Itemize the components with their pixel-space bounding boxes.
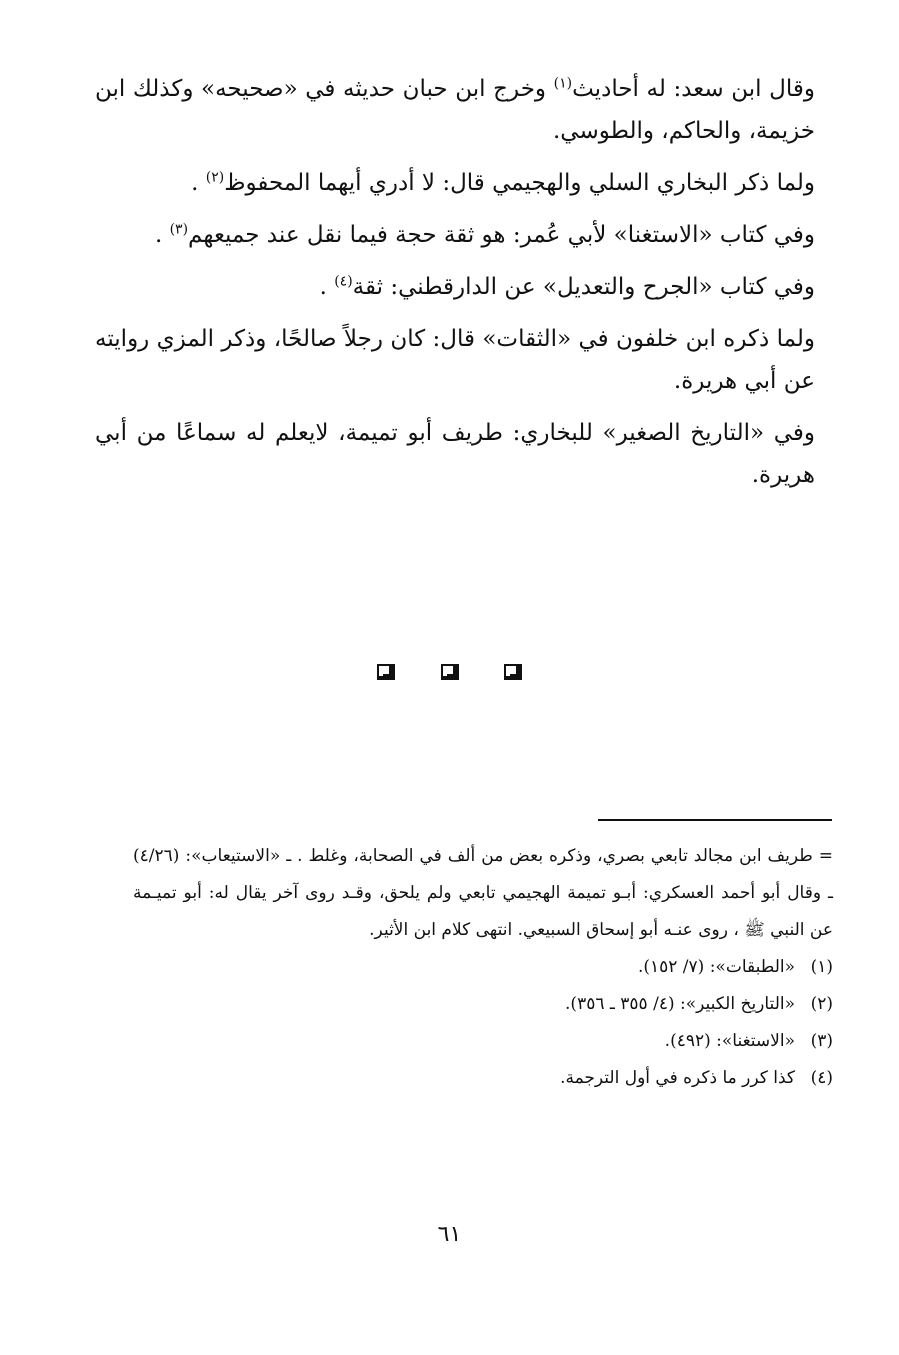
- paragraph-5: [95, 318, 815, 402]
- section-separator: [0, 664, 899, 684]
- paragraph-2-after: .: [191, 170, 206, 196]
- footnote-ref-3: (٣): [169, 221, 189, 238]
- footnote-divider: [598, 819, 832, 821]
- paragraph-3: [95, 214, 815, 256]
- footnotes: [133, 838, 833, 1097]
- footnote-ref-2: (٢): [205, 169, 225, 186]
- page-number: ٦١: [437, 1222, 462, 1247]
- footnote-text: «الطبقات»: (٧/ ١٥٢).: [637, 957, 795, 977]
- paragraph-4-text: وفي كتاب «الجرح والتعديل» عن الدارقطني: ثقة: [352, 274, 815, 300]
- footnote-number: (٤): [810, 1068, 833, 1088]
- footnote-ref-1: (١): [553, 75, 573, 92]
- paragraph-1-text: وقال ابن سعد: له أحاديث: [572, 76, 815, 102]
- footnote-item-3: [133, 1023, 833, 1060]
- paragraph-3-text: وفي كتاب «الاستغنا» لأبي عُمر: هو ثقة حجة فيما نقل عند جميعهم: [188, 222, 815, 248]
- footnote-item-1: [133, 949, 833, 986]
- footnote-item-2: [133, 986, 833, 1023]
- box-ornament-icon: [377, 664, 395, 680]
- paragraph-3-after: .: [154, 222, 170, 248]
- paragraph-6: [95, 412, 815, 496]
- footnote-text: «الاستغنا»: (٤٩٢).: [664, 1031, 795, 1051]
- paragraph-1: [95, 68, 815, 152]
- paragraph-5-text: ولما ذكره ابن خلفون في «الثقات» قال: كان رجلاً صالحًا، وذكر المزي روايته عن أبي هريرة.: [95, 326, 815, 394]
- footnote-ref-4: (٤): [334, 273, 353, 290]
- paragraph-1-after: وخرج ابن حبان حديثه في «صحيحه» وكذلك ابن خزيمة، والحاكم، والطوسي.: [95, 76, 815, 144]
- paragraph-2-text: ولما ذكر البخاري السلي والهجيمي قال: لا أدري أيهما المحفوظ: [224, 170, 815, 196]
- footnote-text: كذا كرر ما ذكره في أول الترجمة.: [560, 1068, 795, 1088]
- footnote-continuation: = طريف ابن مجالد تابعي بصري، وذكره بعض من ألف في الصحابة، وغلط . ـ «الاستيعاب»: (٤/٢٦) ـ وقال أبو أحمد العسكري: أبـو تميمة الهجيمي تابعي ولم يلحق، وقـد روى آخر يقال له: أبو تميـمة عن النبي ﷺ ، روى عنـه أبو إسحاق السبيعي. انتهى كلام ابن الأثير.: [133, 846, 833, 940]
- footnote-number: (٣): [810, 1031, 833, 1051]
- box-ornament-icon: [441, 664, 459, 680]
- footnote-number: (١): [810, 957, 833, 977]
- paragraph-2: [95, 162, 815, 204]
- box-ornament-icon: [504, 664, 522, 680]
- footnote-text: «التاريخ الكبير»: (٤/ ٣٥٥ ـ ٣٥٦).: [565, 994, 795, 1014]
- paragraph-6-text: وفي «التاريخ الصغير» للبخاري: طريف أبو تميمة، لايعلم له سماعًا من أبي هريرة.: [95, 420, 815, 488]
- footnote-item-4: [133, 1060, 833, 1097]
- footnote-number: (٢): [810, 994, 833, 1014]
- paragraph-4-after: .: [319, 274, 335, 300]
- paragraph-4: [95, 266, 815, 308]
- main-text: [95, 68, 815, 506]
